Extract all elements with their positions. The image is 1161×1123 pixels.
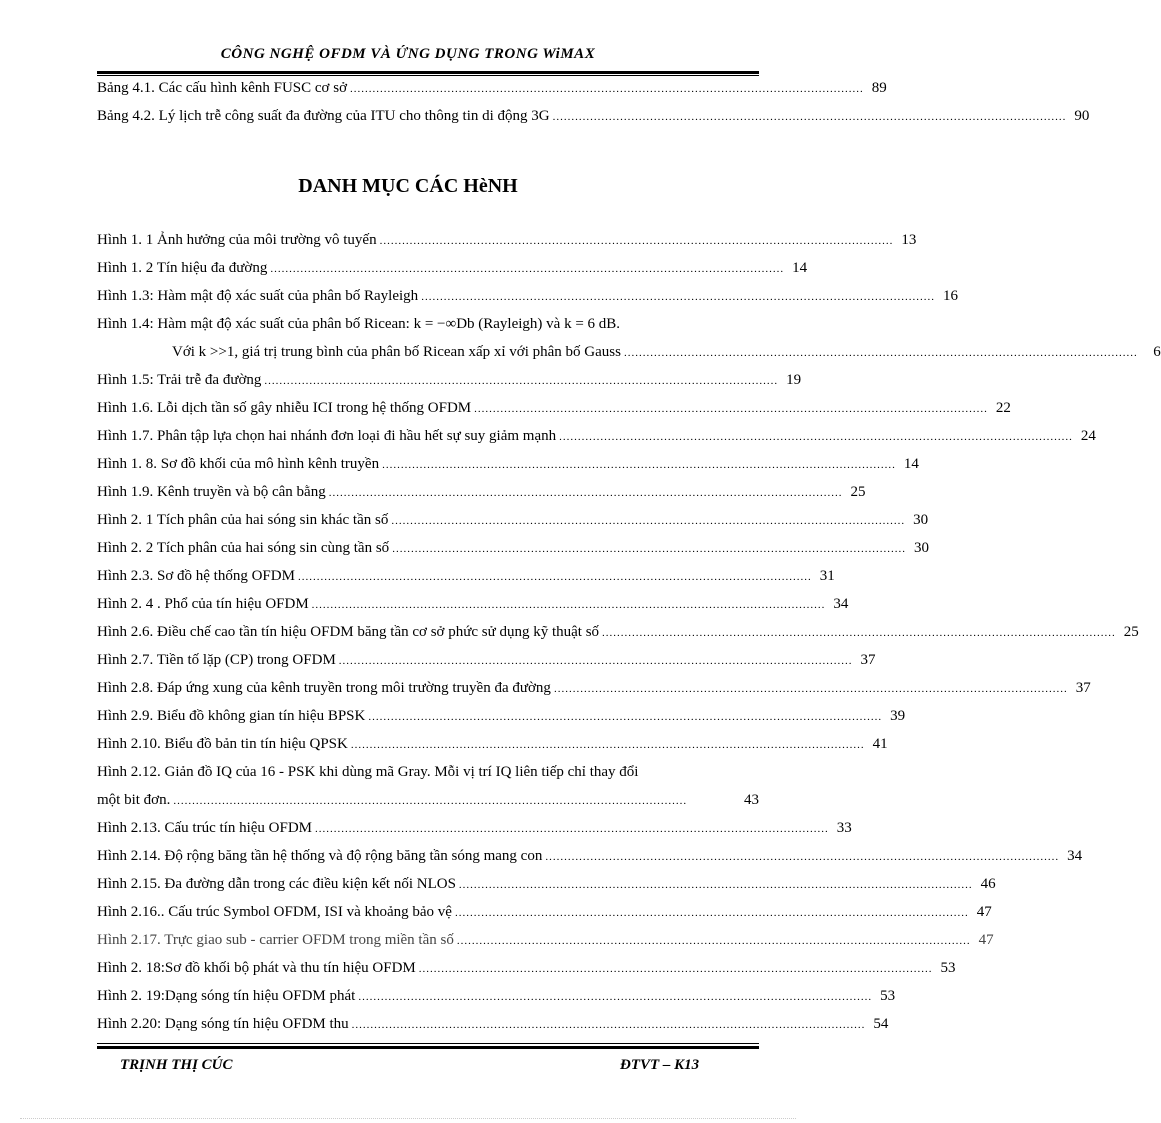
toc-entry-page: 25	[850, 484, 866, 500]
footer-rule	[97, 1046, 759, 1049]
leader-dots: .........................................................................................................................................	[474, 403, 988, 415]
leader-dots: .........................................................................................................................................	[382, 459, 896, 471]
toc-entry-page: 37	[860, 652, 876, 668]
toc-entry-page: 33	[836, 820, 852, 836]
leader-dots: .........................................................................................................................................	[311, 599, 826, 611]
toc-entry-page: 6	[1153, 344, 1161, 360]
leader-dots: .........................................................................................................................................	[351, 1019, 866, 1031]
leader-dots: .........................................................................................................................................	[623, 347, 1138, 359]
toc-entry-figure[interactable]	[97, 820, 852, 840]
toc-entry-text: Hình 2. 18:Sơ đồ khối bộ phát và thu tín hiệu OFDM	[97, 960, 416, 976]
toc-entry-figure[interactable]	[97, 428, 1096, 448]
toc-entry-text: Hình 1. 1 Ảnh hưởng của môi trường vô tuyến	[97, 232, 377, 248]
footer-class: ĐTVT – K13	[620, 1057, 700, 1073]
leader-dots: .........................................................................................................................................	[559, 431, 1073, 443]
toc-entry-figure[interactable]	[97, 456, 919, 476]
header-rule	[97, 71, 759, 74]
toc-entry-text: Hình 2. 1 Tích phân của hai sóng sin khác tần số	[97, 512, 389, 528]
toc-entry-figure[interactable]	[97, 260, 808, 280]
toc-entry-figure[interactable]	[97, 372, 802, 392]
toc-entry-text: Hình 2.6. Điều chế cao tần tín hiệu OFDM băng tần cơ sở phức sử dụng kỹ thuật số	[97, 624, 600, 640]
leader-dots: .........................................................................................................................................	[338, 655, 853, 667]
toc-entry-figure[interactable]	[97, 484, 866, 504]
leader-dots: .........................................................................................................................................	[173, 795, 688, 807]
toc-entry-text: Bảng 4.2. Lý lịch trễ công suất đa đường của ITU cho thông tin di động 3G	[97, 108, 550, 124]
toc-entry-page: 53	[880, 988, 896, 1004]
toc-entry-figure[interactable]	[97, 988, 896, 1008]
toc-entry-text: Hình 2.16.. Cấu trúc Symbol OFDM, ISI và khoảng bảo vệ	[97, 904, 452, 920]
toc-entry-figure[interactable]	[97, 904, 992, 924]
toc-entry-figure[interactable]	[97, 288, 958, 308]
toc-entry-figure[interactable]	[97, 848, 1083, 868]
toc-entry-continuation[interactable]	[97, 792, 759, 812]
leader-dots: .........................................................................................................................................	[421, 291, 935, 303]
toc-entry-text: Hình 1.3: Hàm mật độ xác suất của phân bố Rayleigh	[97, 288, 419, 304]
toc-entry-text: Hình 2.17. Trực giao sub - carrier OFDM trong miền tần số	[97, 932, 454, 948]
leader-dots: .........................................................................................................................................	[392, 543, 906, 555]
toc-entry-text: Hình 1. 8. Sơ đồ khối của mô hình kênh truyền	[97, 456, 380, 472]
leader-dots: .........................................................................................................................................	[552, 111, 1067, 123]
toc-entry-text: Hình 2.7. Tiền tố lặp (CP) trong OFDM	[97, 652, 336, 668]
toc-entry-page: 30	[913, 540, 929, 556]
toc-entry-page: 47	[978, 932, 994, 948]
toc-entry-page: 34	[833, 596, 849, 612]
toc-entry-page: 39	[890, 708, 906, 724]
toc-entry-page: 89	[871, 80, 887, 96]
toc-entry-text: Với k >>1, giá trị trung bình của phân bố Ricean xấp xỉ với phân bố Gauss	[172, 344, 621, 360]
leader-dots: .........................................................................................................................................	[391, 515, 906, 527]
toc-entry-figure[interactable]	[97, 512, 929, 532]
toc-entry-figure[interactable]	[97, 624, 1139, 644]
toc-entry-page: 25	[1123, 624, 1139, 640]
toc-entry-text: Hình 1. 2 Tín hiệu đa đường	[97, 260, 268, 276]
leader-dots: .........................................................................................................................................	[602, 627, 1116, 639]
leader-dots: .........................................................................................................................................	[368, 711, 883, 723]
toc-entry-text: Hình 2.15. Đa đường dẫn trong các điều kiện kết nối NLOS	[97, 876, 456, 892]
toc-entry-text: Bảng 4.1. Các cấu hình kênh FUSC cơ sở	[97, 80, 348, 96]
toc-entry-text: Hình 1.7. Phân tập lựa chọn hai nhánh đơn loại đi hầu hết sự suy giảm mạnh	[97, 428, 557, 444]
leader-dots: .........................................................................................................................................	[553, 683, 1068, 695]
toc-entry-text: Hình 2.12. Giản đồ IQ của 16 - PSK khi dùng mã Gray. Mỗi vị trí IQ liên tiếp chỉ thay đổi	[97, 764, 639, 780]
toc-entry-table[interactable]	[97, 108, 1090, 128]
toc-entry-page: 54	[873, 1016, 889, 1032]
toc-entry-page: 41	[872, 736, 888, 752]
leader-dots: .........................................................................................................................................	[418, 963, 933, 975]
toc-entry-figure[interactable]	[97, 764, 759, 784]
toc-entry-text: Hình 1.9. Kênh truyền và bộ cân bằng	[97, 484, 326, 500]
toc-entry-text: Hình 2.20: Dạng sóng tín hiệu OFDM thu	[97, 1016, 349, 1032]
toc-entry-page: 24	[1080, 428, 1096, 444]
toc-entry-text: Hình 2. 2 Tích phân của hai sóng sin cùng tần số	[97, 540, 390, 556]
toc-entry-figure[interactable]	[97, 232, 917, 252]
toc-entry-page: 47	[976, 904, 992, 920]
toc-entry-page: 30	[913, 512, 929, 528]
toc-entry-figure[interactable]	[97, 876, 996, 896]
toc-entry-page: 37	[1075, 680, 1091, 696]
toc-entry-page: 43	[744, 792, 759, 808]
leader-dots: .........................................................................................................................................	[350, 83, 864, 95]
toc-entry-page: 53	[940, 960, 956, 976]
toc-entry-text: Hình 2. 19:Dạng sóng tín hiệu OFDM phát	[97, 988, 356, 1004]
toc-entry-text: Hình 2.10. Biểu đồ bản tin tín hiệu QPSK	[97, 736, 348, 752]
header-rule-thin	[97, 75, 759, 76]
leader-dots: .........................................................................................................................................	[379, 235, 894, 247]
leader-dots: .........................................................................................................................................	[297, 571, 812, 583]
toc-entry-page: 19	[786, 372, 802, 388]
footer-author: TRỊNH THỊ CÚC	[120, 1057, 233, 1073]
toc-entry-figure[interactable]	[97, 596, 849, 616]
leader-dots: .........................................................................................................................................	[264, 375, 779, 387]
leader-dots: .........................................................................................................................................	[545, 851, 1060, 863]
leader-dots: .........................................................................................................................................	[270, 263, 785, 275]
leader-dots: .........................................................................................................................................	[315, 823, 829, 835]
toc-entry-figure[interactable]	[97, 568, 835, 588]
toc-entry-text: Hình 2.8. Đáp ứng xung của kênh truyền trong môi trường truyền đa đường	[97, 680, 551, 696]
toc-entry-text: Hình 1.5: Trải trễ đa đường	[97, 372, 262, 388]
toc-entry-figure[interactable]	[97, 708, 906, 728]
toc-entry-figure[interactable]	[97, 540, 929, 560]
leader-dots: .........................................................................................................................................	[328, 487, 843, 499]
leader-dots: .........................................................................................................................................	[350, 739, 865, 751]
toc-entry-text: Hình 1.6. Lỗi dịch tần số gây nhiễu ICI trong hệ thống OFDM	[97, 400, 472, 416]
toc-entry-page: 34	[1067, 848, 1083, 864]
toc-entry-page: 14	[903, 456, 919, 472]
toc-entry-figure[interactable]	[97, 652, 876, 672]
toc-entry-text: Hình 2.3. Sơ đồ hệ thống OFDM	[97, 568, 295, 584]
toc-entry-continuation[interactable]	[172, 344, 1161, 361]
toc-entry-text: Hình 2.9. Biểu đồ không gian tín hiệu BPSK	[97, 708, 366, 724]
toc-entry-figure[interactable]	[97, 960, 956, 980]
toc-entry-page: 13	[901, 232, 917, 248]
toc-entry-table[interactable]	[97, 80, 887, 100]
toc-entry-page: 22	[995, 400, 1011, 416]
toc-entry-text: Hình 2. 4 . Phổ của tín hiệu OFDM	[97, 596, 309, 612]
toc-entry-page: 46	[980, 876, 996, 892]
toc-entry-figure[interactable]	[97, 316, 759, 336]
leader-dots: .........................................................................................................................................	[358, 991, 873, 1003]
section-heading: DANH MỤC CÁC HèNH	[298, 175, 518, 197]
leader-dots: .........................................................................................................................................	[458, 879, 973, 891]
toc-entry-text: một bit đơn.	[97, 792, 171, 808]
page-bottom-dotted-edge	[20, 1118, 796, 1120]
toc-entry-figure[interactable]	[97, 736, 888, 756]
toc-entry-figure[interactable]	[97, 932, 994, 952]
toc-entry-text: Hình 2.14. Độ rộng băng tần hệ thống và độ rộng băng tần sóng mang con	[97, 848, 543, 864]
toc-entry-figure[interactable]	[97, 680, 1091, 700]
running-header: CÔNG NGHỆ OFDM VÀ ỨNG DỤNG TRONG WiMAX	[220, 46, 596, 62]
leader-dots: .........................................................................................................................................	[456, 935, 971, 947]
footer-rule-thin	[97, 1043, 759, 1044]
toc-entry-page: 90	[1074, 108, 1090, 124]
toc-entry-page: 14	[792, 260, 808, 276]
toc-entry-page: 16	[942, 288, 958, 304]
toc-entry-text: Hình 2.13. Cấu trúc tín hiệu OFDM	[97, 820, 312, 836]
toc-entry-page: 31	[819, 568, 835, 584]
leader-dots: .........................................................................................................................................	[454, 907, 969, 919]
toc-entry-figure[interactable]	[97, 400, 1011, 420]
toc-entry-text: Hình 1.4: Hàm mật độ xác suất của phân bố Ricean: k = −∞Db (Rayleigh) và k = 6 dB.	[97, 316, 621, 332]
toc-entry-figure[interactable]	[97, 1016, 889, 1036]
